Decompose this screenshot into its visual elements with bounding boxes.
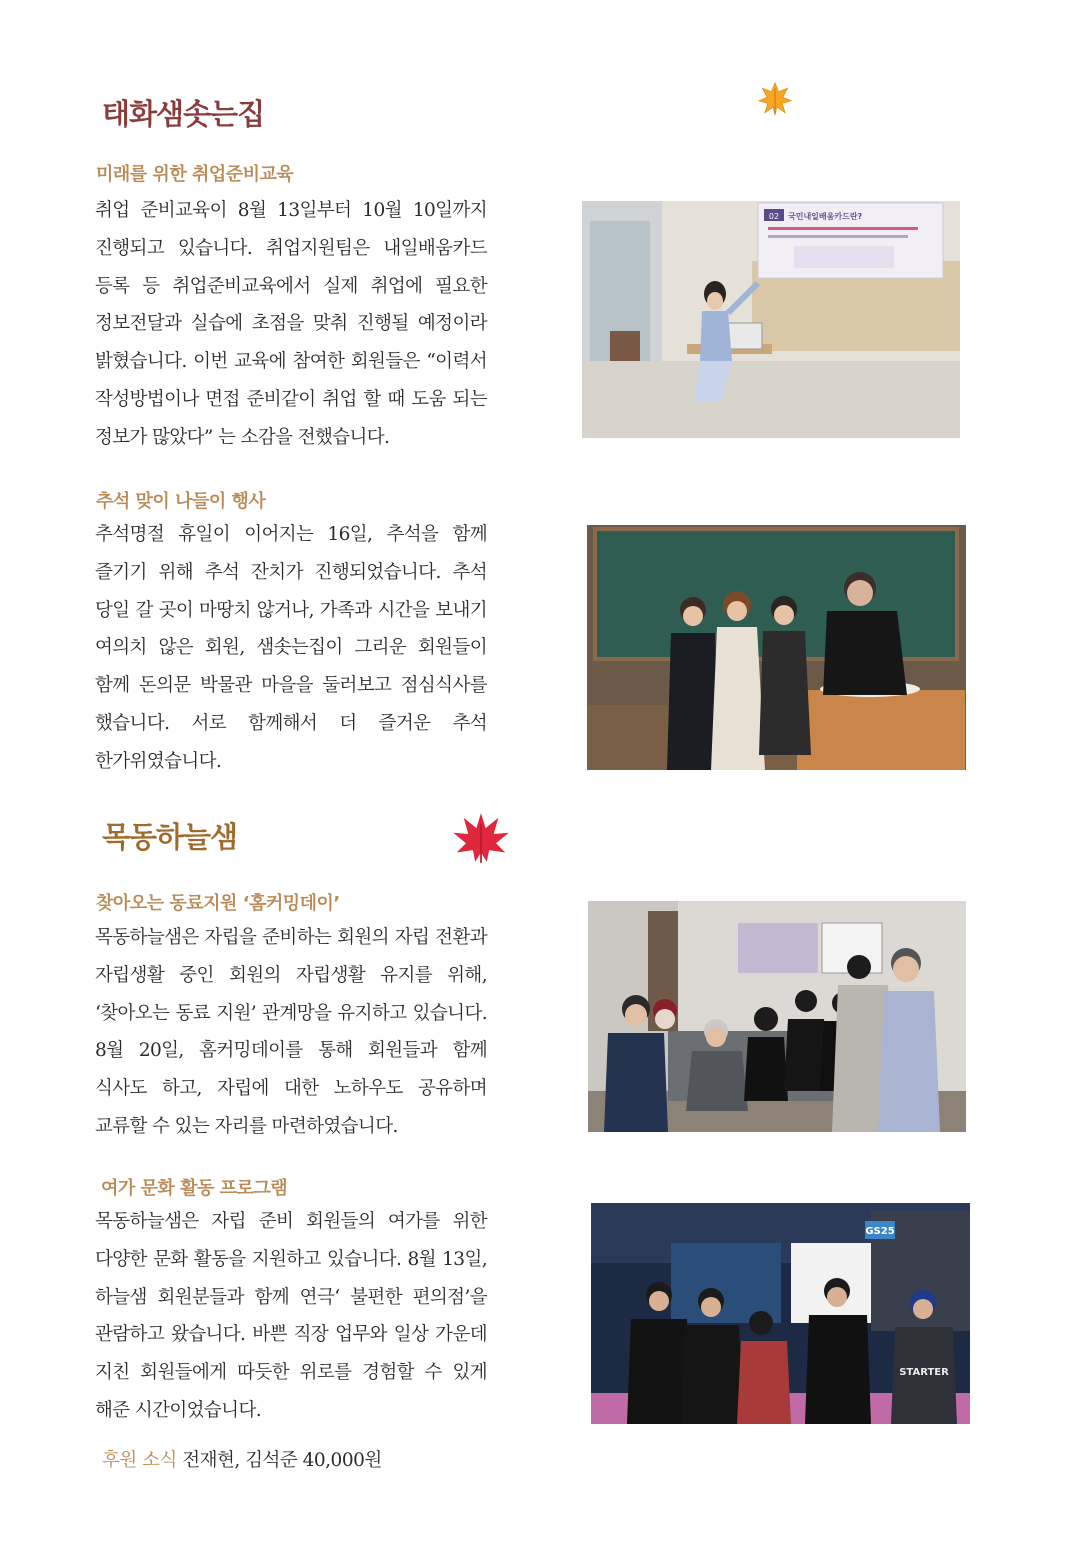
section-title-mokdong: 목동하늘샘 [102, 820, 238, 854]
donation-text: 전재현, 김석준 40,000원 [182, 1450, 382, 1471]
donation-news [102, 1446, 382, 1472]
subtitle-homecoming-day: 찾아오는 동료지원 ‘홈커밍데이’ [96, 893, 340, 914]
maple-leaf-icon [452, 812, 510, 864]
maple-leaf-icon [757, 81, 793, 117]
slide-title: 국민내일배움카드란? [788, 212, 863, 221]
donation-label: 후원 소식 [102, 1450, 177, 1471]
photo-homecoming-day [588, 901, 966, 1132]
photo-leisure-program [591, 1203, 970, 1424]
subtitle-leisure-program: 여가 문화 활동 프로그램 [101, 1178, 288, 1199]
store-sign-text: GS25 [865, 1226, 895, 1237]
subtitle-job-education: 미래를 위한 취업준비교육 [96, 164, 294, 185]
section-title-taehwa: 태화샘솟는집 [102, 97, 265, 131]
paragraph-homecoming-day: 목동하늘샘은 자립을 준비하는 회원의 자립 전환과 자립생활 중인 회원의 자립생활 유지를 위해, ‘찾아오는 동료 지원’ 관계망을 유지하고 있습니다. 8월 20일, 홈커밍데이를 통해 회원들과 함께 식사도 하고, 자립에 대한 노하우도 공유하며 교류할 수 있는 자리를 마련하였습니다. [95, 927, 487, 1137]
slide-badge: 02 [768, 212, 780, 221]
paragraph-job-education: 취업 준비교육이 8월 13일부터 10월 10일까지 진행되고 있습니다. 취업지원팀은 내일배움카드 등록 등 취업준비교육에서 실제 취업에 필요한 정보전달과 실습에 초점을 맞춰 진행될 예정이라 밝혔습니다. 이번 교육에 참여한 회원들은 “이력서 작성방법이나 면접 준비같이 취업 할 때 도움 되는 정보가 많았다” 는 소감을 전했습니다. [95, 200, 487, 448]
photo-chuseok-outing [587, 525, 966, 770]
photo-job-education [582, 201, 960, 438]
paragraph-chuseok-outing: 추석명절 휴일이 이어지는 16일, 추석을 함께 즐기기 위해 추석 잔치가 진행되었습니다. 추석 당일 갈 곳이 마땅치 않거나, 가족과 시간을 보내기 여의치 않은 회원, 샘솟는집이 그리운 회원들이 함께 돈의문 박물관 마을을 둘러보고 점심식사를 했습니다. 서로 함께해서 더 즐거운 추석 한가위였습니다. [95, 524, 487, 772]
paragraph-leisure-program: 목동하늘샘은 자립 준비 회원들의 여가를 위한 다양한 문화 활동을 지원하고 있습니다. 8월 13일, 하늘샘 회원분들과 함께 연극‘ 불편한 편의점’을 관람하고 왔습니다. 바쁜 직장 업무와 일상 가운데 지친 회원들에게 따듯한 위로를 경험할 수 있게 해준 시간이었습니다. [95, 1211, 487, 1421]
shirt-text: STARTER [899, 1367, 949, 1378]
subtitle-chuseok-outing: 추석 맞이 나들이 행사 [96, 491, 266, 512]
